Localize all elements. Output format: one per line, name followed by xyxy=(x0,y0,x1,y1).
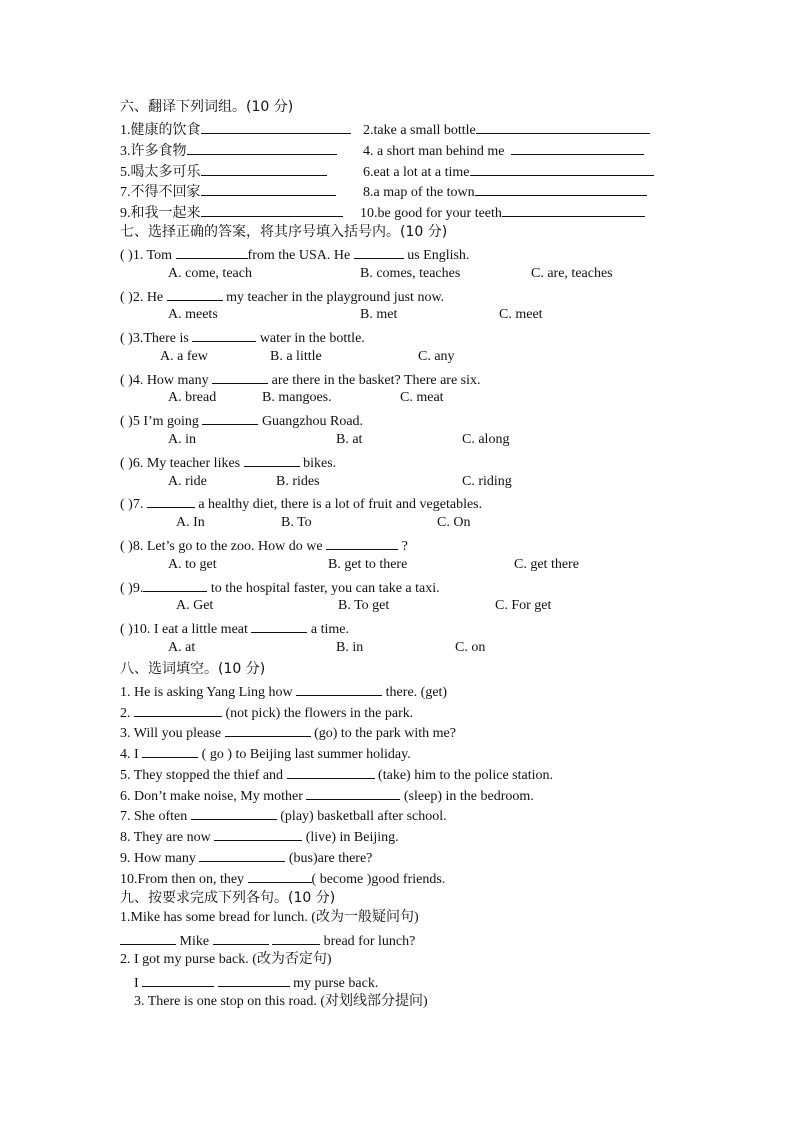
answer-blank[interactable] xyxy=(470,161,654,176)
answer-blank[interactable] xyxy=(214,826,302,841)
option-c[interactable]: C. riding xyxy=(462,474,512,489)
option-b[interactable]: B. mangoes. xyxy=(262,390,332,405)
translate-item-6 xyxy=(363,161,654,179)
fill-item-2 xyxy=(120,702,413,720)
item-text: 8.a map of the town xyxy=(363,185,475,200)
rewrite-sentence-2: 2. I got my purse back. (改为否定句) xyxy=(120,952,332,967)
answer-blank[interactable] xyxy=(287,764,375,779)
question-10 xyxy=(120,618,349,636)
question-text: ( )9. xyxy=(120,581,144,596)
question-text: to the hospital faster, you can take a taxi. xyxy=(207,581,440,596)
option-a[interactable]: A. in xyxy=(168,432,196,447)
option-b[interactable]: B. rides xyxy=(276,474,320,489)
option-b[interactable]: B. get to there xyxy=(328,557,408,572)
item-text: 3.许多食物 xyxy=(120,144,187,159)
item-text: 9. How many xyxy=(120,851,200,866)
translate-item-1 xyxy=(120,119,351,137)
question-text: ( )2. He xyxy=(120,290,167,305)
item-text: 7. She often xyxy=(120,809,191,824)
section-8-heading: 八、选词填空。(10 分) xyxy=(120,661,266,677)
item-text: (sleep) in the bedroom. xyxy=(400,789,534,804)
fill-item-4 xyxy=(120,743,411,761)
question-text: ( )1. Tom xyxy=(120,248,176,263)
rewrite-answer-2 xyxy=(134,972,378,990)
fill-item-8 xyxy=(120,826,399,844)
section-7-heading: 七、选择正确的答案，将其序号填入括号内。(10 分) xyxy=(120,224,448,240)
question-9 xyxy=(120,577,440,595)
answer-blank[interactable] xyxy=(167,286,223,301)
question-7 xyxy=(120,493,482,511)
answer-text: my purse back. xyxy=(289,976,379,991)
translate-item-9 xyxy=(120,202,343,220)
answer-blank[interactable] xyxy=(201,202,343,217)
answer-blank[interactable] xyxy=(218,972,290,987)
translate-item-3 xyxy=(120,140,337,158)
question-text: from the USA. He xyxy=(247,248,354,263)
answer-blank[interactable] xyxy=(326,535,398,550)
answer-blank[interactable] xyxy=(502,202,645,217)
option-a[interactable]: A. at xyxy=(168,640,196,655)
question-text: bikes. xyxy=(299,456,337,471)
option-a[interactable]: A. Get xyxy=(176,598,214,613)
rewrite-sentence-3: 3. There is one stop on this road. (对划线部分提问) xyxy=(134,994,428,1009)
translate-item-7 xyxy=(120,181,336,199)
option-c[interactable]: C. any xyxy=(418,349,455,364)
option-c[interactable]: C. For get xyxy=(495,598,552,613)
question-text: water in the bottle. xyxy=(256,331,365,346)
item-text: (live) in Beijing. xyxy=(302,830,399,845)
option-c[interactable]: C. meat xyxy=(400,390,444,405)
option-b[interactable]: B. a little xyxy=(270,349,322,364)
option-b[interactable]: B. at xyxy=(336,432,363,447)
question-6 xyxy=(120,452,336,470)
option-c[interactable]: C. On xyxy=(437,515,471,530)
answer-blank[interactable] xyxy=(120,930,176,945)
option-c[interactable]: C. on xyxy=(455,640,486,655)
item-text: (play) basketball after school. xyxy=(276,809,447,824)
answer-blank[interactable] xyxy=(225,722,311,737)
item-text: 10.be good for your teeth xyxy=(360,206,502,221)
rewrite-sentence-1: 1.Mike has some bread for lunch. (改为一般疑问句) xyxy=(120,910,419,925)
item-text: 10.From then on, they xyxy=(120,872,248,887)
question-text: ( )6. My teacher likes xyxy=(120,456,244,471)
item-text: (bus)are there? xyxy=(285,851,373,866)
question-2 xyxy=(120,286,444,304)
answer-text: I xyxy=(134,976,143,991)
question-text: ( )8. Let’s go to the zoo. How do we xyxy=(120,539,327,554)
question-text: ( )5 I’m going xyxy=(120,414,203,429)
question-text: are there in the basket? There are six. xyxy=(268,373,481,388)
question-4 xyxy=(120,369,481,387)
question-text: us English. xyxy=(403,248,470,263)
option-b[interactable]: B. in xyxy=(336,640,364,655)
option-c[interactable]: C. get there xyxy=(514,557,579,572)
item-text: 9.和我一起来 xyxy=(120,206,201,221)
item-text: 1. He is asking Yang Ling how xyxy=(120,685,297,700)
option-a[interactable]: A. come, teach xyxy=(168,266,252,281)
item-text: 4. a short man behind me xyxy=(363,144,505,159)
item-text: 2. xyxy=(120,706,134,721)
answer-blank[interactable] xyxy=(213,930,269,945)
section-9-heading: 九、按要求完成下列各句。(10 分) xyxy=(120,890,336,906)
option-c[interactable]: C. are, teaches xyxy=(531,266,613,281)
answer-blank[interactable] xyxy=(476,119,650,134)
answer-blank[interactable] xyxy=(199,847,285,862)
option-b[interactable]: B. comes, teaches xyxy=(360,266,461,281)
item-text: 7.不得不回家 xyxy=(120,185,201,200)
answer-blank[interactable] xyxy=(212,369,268,384)
answer-blank[interactable] xyxy=(201,161,327,176)
option-c[interactable]: C. along xyxy=(462,432,510,447)
translate-item-4 xyxy=(363,140,644,158)
fill-item-5 xyxy=(120,764,553,782)
answer-blank[interactable] xyxy=(142,972,214,987)
item-text: 6. Don’t make noise, My mother xyxy=(120,789,307,804)
option-b[interactable]: B. To xyxy=(281,515,312,530)
item-text: 2.take a small bottle xyxy=(363,123,476,138)
answer-blank[interactable] xyxy=(475,181,647,196)
item-text: 1.健康的饮食 xyxy=(120,123,201,138)
question-text: ( )4. How many xyxy=(120,373,213,388)
answer-blank[interactable] xyxy=(201,119,351,134)
translate-item-8 xyxy=(363,181,647,199)
answer-blank[interactable] xyxy=(147,493,195,508)
answer-blank[interactable] xyxy=(142,743,198,758)
question-3 xyxy=(120,327,365,345)
question-text: my teacher in the playground just now. xyxy=(222,290,445,305)
option-a[interactable]: A. meets xyxy=(168,307,218,322)
option-a[interactable]: A. ride xyxy=(168,474,207,489)
answer-text: Mike xyxy=(176,934,213,949)
answer-blank[interactable] xyxy=(134,702,222,717)
answer-blank[interactable] xyxy=(306,785,400,800)
answer-blank[interactable] xyxy=(511,140,644,155)
option-c[interactable]: C. meet xyxy=(499,307,543,322)
answer-blank[interactable] xyxy=(248,868,312,883)
rewrite-answer-1 xyxy=(120,930,415,948)
item-text: 5.喝太多可乐 xyxy=(120,165,201,180)
option-a[interactable]: A. In xyxy=(176,515,205,530)
question-text: ( )3.There is xyxy=(120,331,193,346)
item-text: there. (get) xyxy=(382,685,448,700)
item-text: ( go ) to Beijing last summer holiday. xyxy=(198,747,411,762)
question-1 xyxy=(120,244,469,262)
question-5 xyxy=(120,410,363,428)
answer-blank[interactable] xyxy=(354,244,404,259)
option-b[interactable]: B. met xyxy=(360,307,398,322)
translate-item-2 xyxy=(363,119,650,137)
option-a[interactable]: A. to get xyxy=(168,557,217,572)
question-text: Guangzhou Road. xyxy=(258,414,364,429)
section-6-heading: 六、翻译下列词组。(10 分) xyxy=(120,99,294,115)
question-text: ? xyxy=(398,539,408,554)
fill-item-10 xyxy=(120,868,445,886)
answer-blank[interactable] xyxy=(296,681,382,696)
item-text: 5. They stopped the thief and xyxy=(120,768,287,783)
item-text: (go) to the park with me? xyxy=(310,726,456,741)
question-text: a time. xyxy=(307,622,349,637)
item-text: 8. They are now xyxy=(120,830,215,845)
item-text: 6.eat a lot at a time xyxy=(363,165,470,180)
fill-item-9 xyxy=(120,847,372,865)
answer-blank[interactable] xyxy=(191,805,277,820)
answer-blank[interactable] xyxy=(192,327,256,342)
item-text: (take) him to the police station. xyxy=(374,768,553,783)
item-text: ( become )good friends. xyxy=(311,872,446,887)
fill-item-3 xyxy=(120,722,456,740)
answer-blank[interactable] xyxy=(272,930,320,945)
answer-blank[interactable] xyxy=(244,452,300,467)
answer-blank[interactable] xyxy=(143,577,207,592)
answer-blank[interactable] xyxy=(187,140,337,155)
item-text: (not pick) the flowers in the park. xyxy=(222,706,414,721)
answer-blank[interactable] xyxy=(176,244,248,259)
item-text: 3. Will you please xyxy=(120,726,225,741)
fill-item-1 xyxy=(120,681,447,699)
fill-item-6 xyxy=(120,785,534,803)
option-a[interactable]: A. bread xyxy=(168,390,217,405)
question-8 xyxy=(120,535,408,553)
fill-item-7 xyxy=(120,805,447,823)
translate-item-5 xyxy=(120,161,327,179)
question-text: ( )10. I eat a little meat xyxy=(120,622,252,637)
translate-item-10 xyxy=(360,202,645,220)
option-b[interactable]: B. To get xyxy=(338,598,390,613)
answer-blank[interactable] xyxy=(201,181,336,196)
answer-blank[interactable] xyxy=(202,410,258,425)
answer-blank[interactable] xyxy=(251,618,307,633)
option-a[interactable]: A. a few xyxy=(160,349,208,364)
question-text: a healthy diet, there is a lot of fruit and vegetables. xyxy=(194,497,483,512)
item-text: 4. I xyxy=(120,747,143,762)
answer-text: bread for lunch? xyxy=(320,934,416,949)
question-text: ( )7. xyxy=(120,497,147,512)
